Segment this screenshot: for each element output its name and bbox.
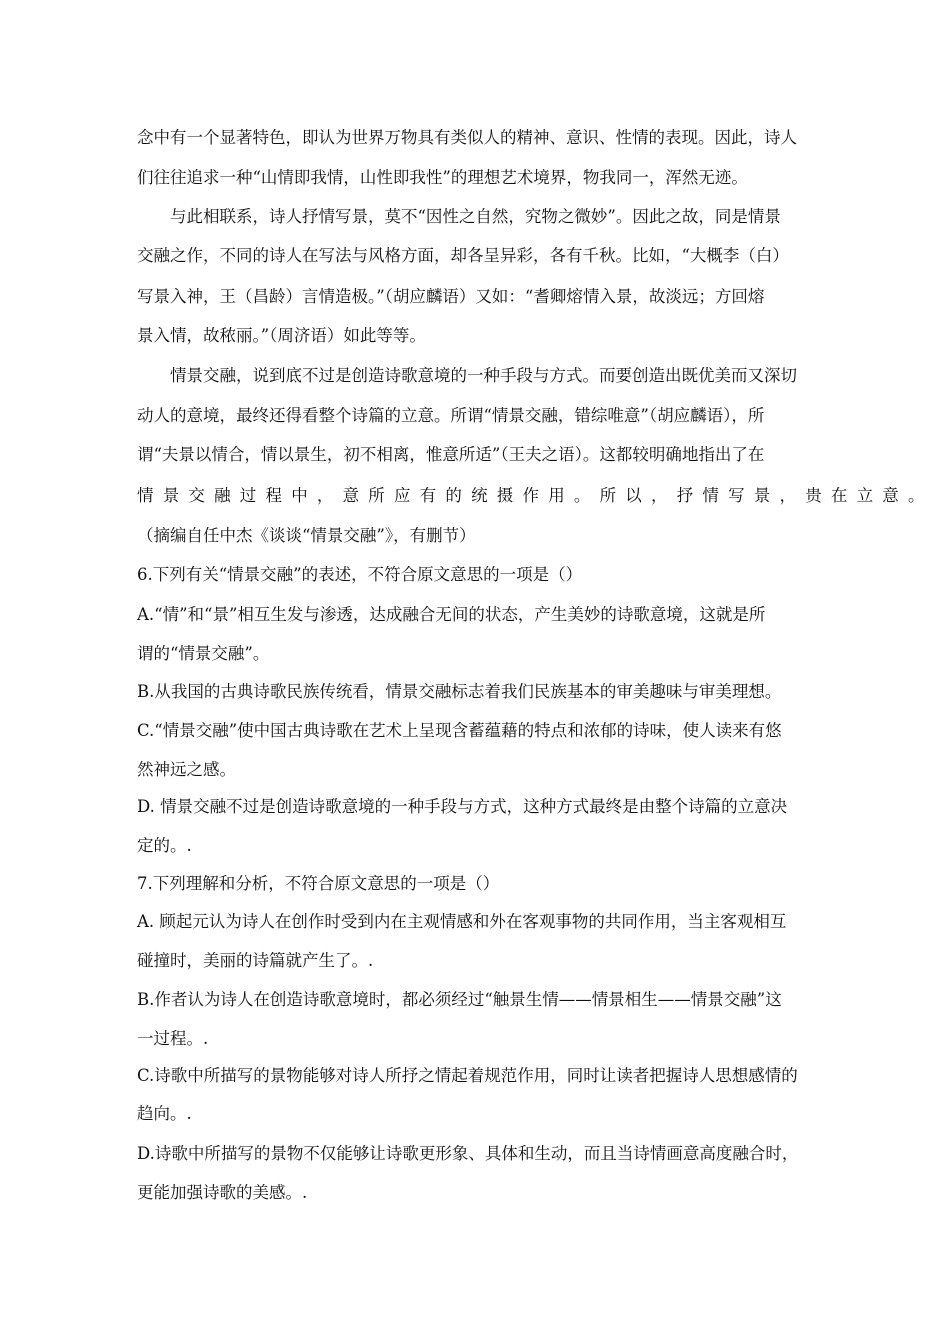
question-7-option-d: D.诗歌中所描写的景物不仅能够让诗歌更形象、具体和生动，而且当诗情画意高度融合时， [137,1144,799,1163]
passage-line: 念中有一个显著特色，即认为世界万物具有类似人的精神、意识、性情的表现。因此，诗人 [137,128,797,147]
question-7-option-a: A. 顾起元认为诗人在创作时受到内在主观情感和外在客观事物的共同作用，当主客观相互 [137,912,787,931]
passage-line: 动人的意境，最终还得看整个诗篇的立意。所谓“情景交融，错综唯意”（胡应麟语），所 [137,406,765,425]
question-7-option-c: C.诗歌中所描写的景物能够对诗人所抒之情起着规范作用，同时让读者把握诗人思想感情的 [137,1066,798,1085]
question-7-option-b: B.作者认为诗人在创造诗歌意境时，都必须经过“触景生情——情景相生——情景交融”这 [137,990,782,1009]
question-6-option-a: A.“情”和“景”相互生发与渗透，达成融合无间的状态，产生美妙的诗歌意境，这就是所 [137,605,766,624]
question-7-option-a-cont: 碰撞时，美丽的诗篇就产生了。. [137,951,374,970]
passage-line: 景入情，故秾丽。”（周济语）如此等等。 [137,326,426,345]
passage-line: 谓“夫景以情合，情以景生，初不相离，惟意所适”（王夫之语）。这都较明确地指出了在 [137,445,765,464]
passage-line: 交融之作，不同的诗人在写法与风格方面，却各呈异彩，各有千秋。比如，“大概李（白） [137,246,789,265]
question-7-option-c-cont: 趋向。. [137,1104,192,1123]
question-6-option-d-cont: 定的。. [137,836,192,855]
question-6-option-d: D. 情景交融不过是创造诗歌意境的一种手段与方式，这种方式最终是由整个诗篇的立意决 [137,797,788,816]
question-7-option-b-cont: 一过程。. [137,1029,209,1048]
passage-line: 情景交融过程中，意所应有的统摄作用。所以，抒情写景，贵在立意。 [137,486,934,505]
question-6-stem: 6.下列有关“情景交融”的表述，不符合原文意思的一项是（） [137,565,583,584]
passage-line: 们往往追求一种“山情即我情，山性即我性”的理想艺术境界，物我同一，浑然无迹。 [137,168,748,187]
question-6-option-b: B.从我国的古典诗歌民族传统看，情景交融标志着我们民族基本的审美趣味与审美理想。 [137,682,782,701]
passage-line: 写景入神，王（昌龄）言情造极。”（胡应麟语）又如：“耆卿熔情入景，故淡远；方回熔 [137,287,765,306]
passage-line: 情景交融，说到底不过是创造诗歌意境的一种手段与方式。而要创造出既优美而又深切 [170,366,797,385]
question-7-option-d-cont: 更能加强诗歌的美感。. [137,1183,308,1202]
passage-line: 与此相联系，诗人抒情写景，莫不“因性之自然，究物之微妙”。因此之故，同是情景 [170,207,781,226]
question-6-option-c-cont: 然神远之感。 [137,760,236,779]
source-citation: （摘编自任中杰《谈谈“情景交融”》，有删节） [137,526,476,545]
question-7-stem: 7.下列理解和分析，不符合原文意思的一项是（） [137,874,500,893]
question-6-option-a-cont: 谓的“情景交融”。 [137,644,270,663]
question-6-option-c: C.“情景交融”使中国古典诗歌在艺术上呈现含蓄蕴藉的特点和浓郁的诗味，使人读来有悠 [137,721,782,740]
